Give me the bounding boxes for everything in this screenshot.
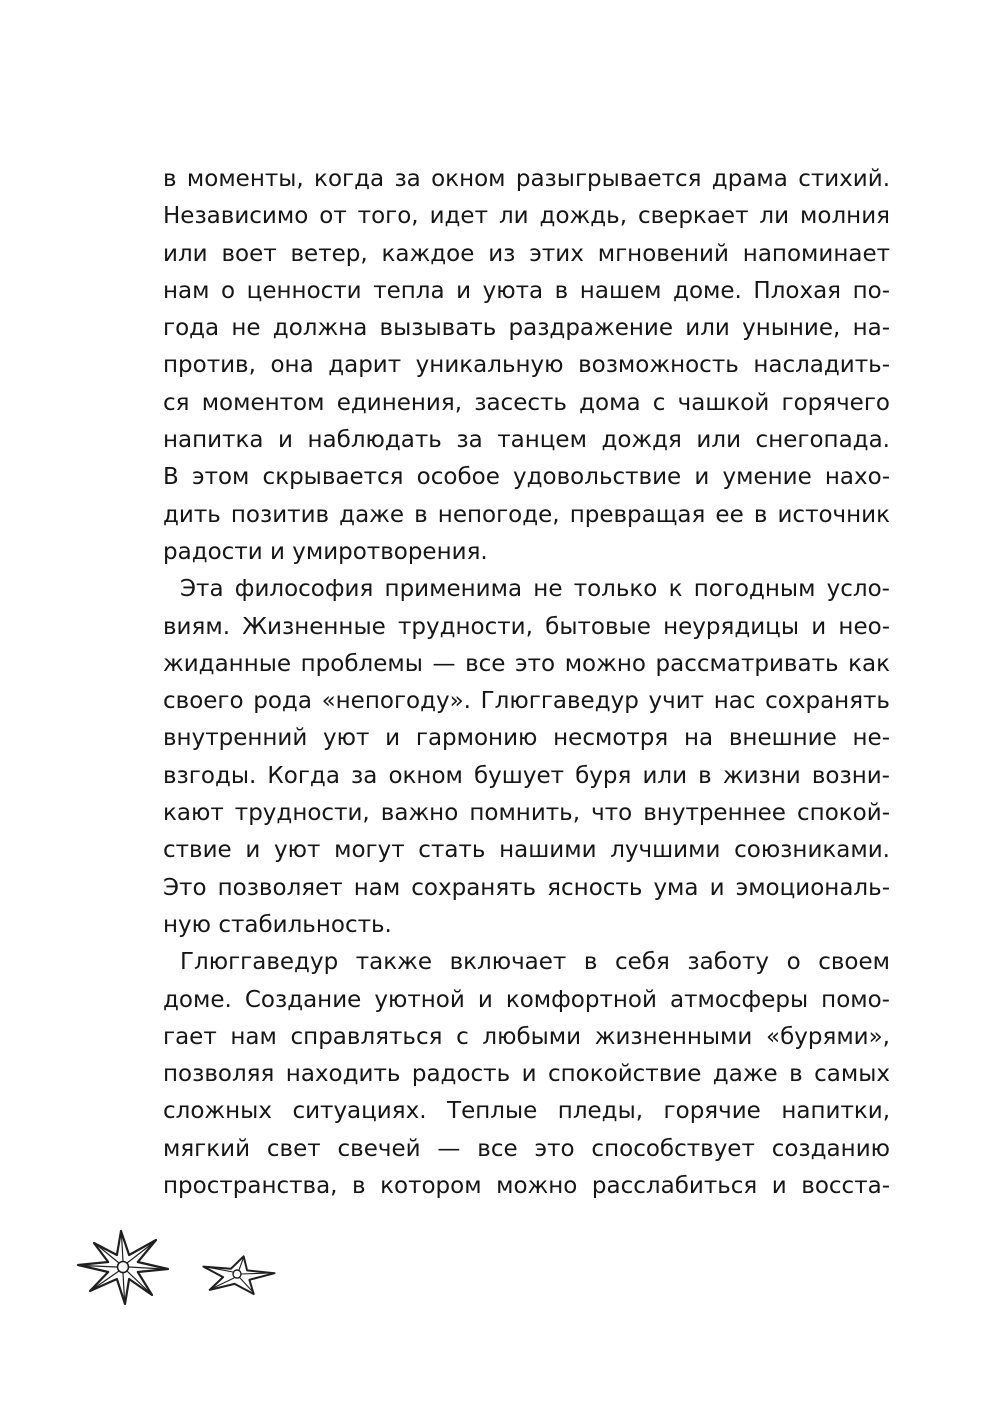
text-line: ствие и уют могут стать нашими лучшими союзниками. [163,837,890,864]
text-line: Это позволяет нам сохранять ясность ума и эмоциональ- [163,874,890,901]
text-line: в моменты, когда за окном разыгрывается драма стихий. [163,166,890,192]
text-line: жиданные проблемы — все это можно рассматривать как [163,650,890,677]
text-line: ся моментом единения, засесть дома с чашкой горячего [163,389,890,416]
text-line: Глюггаведур также включает в себя заботу о своем [180,949,890,976]
text-line: нам о ценности тепла и уюта в нашем доме. Плохая по- [163,277,890,304]
star-anise-small [197,1252,282,1304]
text-line: радости и умиротворения. [163,538,488,565]
text-line: Эта философия применима не только к погодным усло- [180,576,890,603]
text-line: доме. Создание уютной и комфортной атмосферы помо- [163,986,890,1013]
star-anise-small-icon [197,1252,282,1304]
text-line: мягкий свет свечей — все это способствует созданию [163,1135,890,1162]
text-line: года не должна вызывать раздражение или уныние, на- [163,315,890,342]
text-line: или воет ветер, каждое из этих мгновений напоминает [163,240,890,267]
text-line: виям. Жизненные трудности, бытовые неурядицы и нео- [163,613,890,640]
text-line: против, она дарит уникальную возможность насладить- [163,352,890,379]
text-block [163,161,890,1205]
text-line: гает нам справляться с любыми жизненными «бурями», [163,1023,890,1050]
text-line: Независимо от того, идет ли дождь, сверкает ли молния [163,203,890,230]
text-line: ную стабильность. [163,911,392,938]
text-line: дить позитив даже в непогоде, превращая ее в источник [163,501,890,528]
star-anise-large-icon [76,1227,171,1307]
text-line: напитка и наблюдать за танцем дождя или снегопада. [163,427,890,454]
text-line: кают трудности, важно помнить, что внутреннее спокой- [163,800,890,827]
text-line: позволяя находить радость и спокойствие даже в самых [163,1061,890,1088]
star-anise-large [76,1227,171,1307]
text-line: пространства, в котором можно расслабиться и восста- [163,1173,890,1200]
text-line: сложных ситуациях. Теплые пледы, горячие напитки, [163,1098,890,1125]
text-line: В этом скрывается особое удовольствие и умение нахо- [163,464,890,491]
text-line: своего рода «непогоду». Глюггаведур учит нас сохранять [163,688,890,715]
text-line: взгоды. Когда за окном бушует буря или в жизни возни- [163,762,890,789]
text-line: внутренний уют и гармонию несмотря на внешние не- [163,725,890,752]
